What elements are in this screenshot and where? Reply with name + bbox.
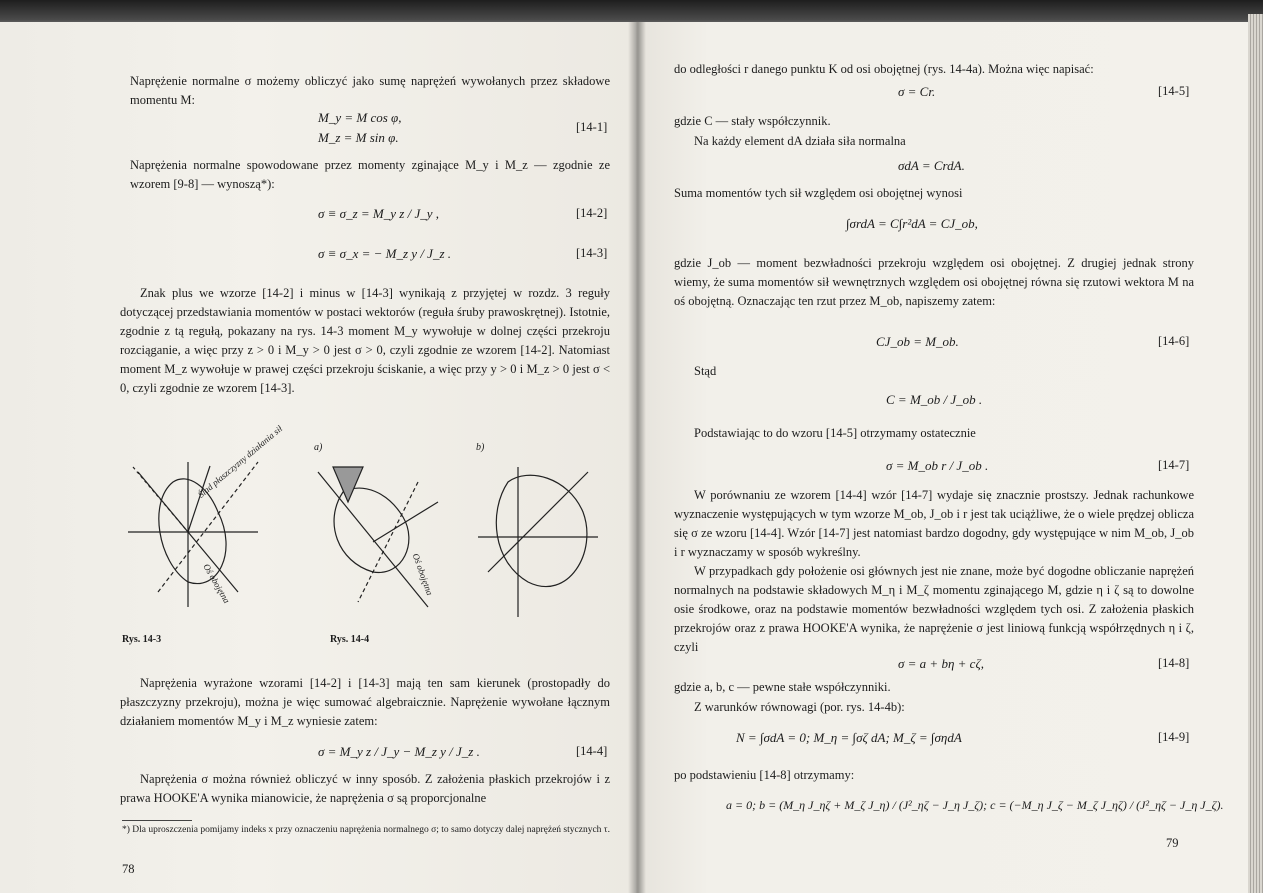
figure-label-trace-plane: Ślad płaszczyzny działania sił — [196, 423, 285, 500]
equation-moment-sum: ∫σrdA = C∫r²dA = CJ_ob, — [846, 216, 978, 231]
left-paragraph-4: Naprężenia wyrażone wzorami [14-2] i [14-3] mają ten sam kierunek (prostopadły do płaszczyzny przekroju), można je więc sumować algebraicznie. Naprężenie wywołane łącznym działaniem momentów M_y i M_z wyniesie zatem: — [120, 676, 610, 728]
right-paragraph-4: Suma momentów tych sił względem osi obojętnej wynosi — [674, 186, 963, 200]
figure-label-a: a) — [314, 442, 323, 453]
right-paragraph-5: gdzie J_ob — moment bezwładności przekroju względem osi obojętnej. Z drugiej jednak strony wiemy, że suma momentów sił wewnętrznych względem osi obojętnej równa się rzutowi wektora M na oś obojętną. Oznaczając ten rzut przez M_ob, napiszemy zatem: — [674, 256, 1194, 308]
equation-number-14-4: [14-4] — [576, 744, 608, 758]
equation-14-2: σ ≡ σ_z = M_y z / J_y , — [318, 206, 439, 221]
equation-number-14-1: [14-1] — [576, 120, 608, 134]
page-number-left: 78 — [122, 862, 135, 876]
equation-number-14-3: [14-3] — [576, 246, 608, 260]
left-page — [0, 22, 636, 893]
book-gutter-shadow — [628, 22, 646, 893]
page-stack-edge — [1248, 14, 1263, 893]
equation-number-14-2: [14-2] — [576, 206, 608, 220]
page-number-right: 79 — [1166, 836, 1179, 850]
left-paragraph-1: Naprężenie normalne σ możemy obliczyć jako sumę naprężeń wywołanych przez składowe momentu M: — [130, 74, 610, 107]
left-paragraph-2: Naprężenia normalne spowodowane przez momenty zginające M_y i M_z — zgodnie ze wzorem [9-8] — wynoszą*): — [130, 158, 610, 191]
equation-sigma-dA: σdA = CrdA. — [898, 158, 965, 173]
equation-number-14-5: [14-5] — [1158, 84, 1190, 98]
equation-14-1a: M_y = M cos φ, — [318, 110, 402, 125]
right-paragraph-2: gdzie C — stały współczynnik. — [674, 114, 831, 128]
footnote: *) Dla uproszczenia pomijamy indeks x przy oznaczeniu naprężenia normalnego σ; to samo dotyczy dalej naprężeń stycznych τ. — [122, 825, 610, 835]
equation-14-4: σ = M_y z / J_y − M_z y / J_z . — [318, 744, 480, 759]
equation-number-14-9: [14-9] — [1158, 730, 1190, 744]
right-paragraph-3: Na każdy element dA działa siła normalna — [694, 134, 906, 148]
figure-caption-14-3: Rys. 14-3 — [122, 634, 162, 645]
right-paragraph-12: po podstawieniu [14-8] otrzymamy: — [674, 768, 855, 782]
right-paragraph-11: Z warunków równowagi (por. rys. 14-4b): — [694, 700, 905, 714]
equation-14-1b: M_z = M sin φ. — [318, 130, 399, 145]
figure-label-neutral-axis-2: Oś obojętna — [410, 552, 435, 597]
equation-number-14-7: [14-7] — [1158, 458, 1190, 472]
right-page — [636, 22, 1248, 893]
right-paragraph-8: W porównaniu ze wzorem [14-4] wzór [14-7] wydaje się znacznie prostszy. Jednak rachunkowe wyznaczenie występujących w tym wzorze M_ob, J_ob i r jest tak uciążliwe, że o wiele prędzej oblicza się σ ze wzoru [14-4]. Wzór [14-7] jest natomiast bardzo dogodny, gdy występujące w nim M_ob, J_ob i r wyznaczamy w sposób wykreślny. — [674, 488, 1194, 559]
figure-label-neutral-axis-1: Oś obojętna — [201, 562, 232, 605]
left-paragraph-3: Znak plus we wzorze [14-2] i minus w [14-3] wynikają z przyjętej w rozdz. 3 reguły dotyczącej przedstawiania momentów w postaci wektorów (reguła śruby prawoskrętnej). Istotnie, zgodnie z tą regułą, pokazany na rys. 14-3 moment M_y wywołuje w dolnej części przekroju rozciąganie, a więc przy z > 0 i M_y > 0 jest σ > 0, czyli zgodnie ze wzorem [14-2]. Natomiast moment M_z wywołuje w prawej części przekroju ściskanie, a więc przy y > 0 i M_z > 0 jest σ < 0, czyli zgodnie ze wzorem [14-3]. — [120, 286, 610, 395]
equation-14-8: σ = a + bη + cζ, — [898, 656, 984, 671]
left-paragraph-5: Naprężenia σ można również obliczyć w inny sposób. Z założenia płaskich przekrojów i z prawa HOOKE'A wynika mianowicie, że naprężenia σ są proporcjonalne — [120, 772, 610, 805]
right-paragraph-6: Stąd — [694, 364, 717, 378]
figure-label-b: b) — [476, 442, 485, 453]
equation-14-5: σ = Cr. — [898, 84, 936, 99]
footnote-rule — [122, 820, 192, 821]
equation-14-3: σ ≡ σ_x = − M_z y / J_z . — [318, 246, 452, 261]
right-paragraph-7: Podstawiając to do wzoru [14-5] otrzymamy ostatecznie — [694, 426, 976, 440]
equation-14-6: CJ_ob = M_ob. — [876, 334, 959, 349]
right-paragraph-9: W przypadkach gdy położenie osi głównych jest nie znane, może być dogodne obliczanie naprężeń normalnych na podstawie składowych M_η i M_ζ momentu zginającego M, gdzie η i ζ są to dowolne osie środkowe, oraz na podstawie momentów bezwładności względem tych osi. Z założenia płaskich przekrojów oraz z prawa HOOKE'A wynika, że naprężenie σ jest liniową funkcją współrzędnych η i ζ, czyli — [674, 564, 1194, 654]
equation-number-14-6: [14-6] — [1158, 334, 1190, 348]
figure-14-3-and-14-4 — [118, 442, 628, 642]
equation-C: C = M_ob / J_ob . — [886, 392, 983, 407]
equation-14-7: σ = M_ob r / J_ob . — [886, 458, 989, 473]
right-paragraph-1: do odległości r danego punktu K od osi obojętnej (rys. 14-4a). Można więc napisać: — [674, 62, 1094, 76]
equation-coefficients: a = 0; b = (M_η J_ηζ + M_ζ J_η) / (J²_ηζ − J_η J_ζ); c = (−M_η J_ζ − M_ζ J_ηζ) / (J²_ηζ − J_η J_ζ). — [726, 798, 1224, 812]
right-paragraph-10: gdzie a, b, c — pewne stałe współczynniki. — [674, 680, 891, 694]
equation-14-9: N = ∫σdA = 0; M_η = ∫σζ dA; M_ζ = ∫σηdA — [736, 730, 962, 745]
equation-number-14-8: [14-8] — [1158, 656, 1190, 670]
figure-caption-14-4: Rys. 14-4 — [330, 634, 370, 645]
